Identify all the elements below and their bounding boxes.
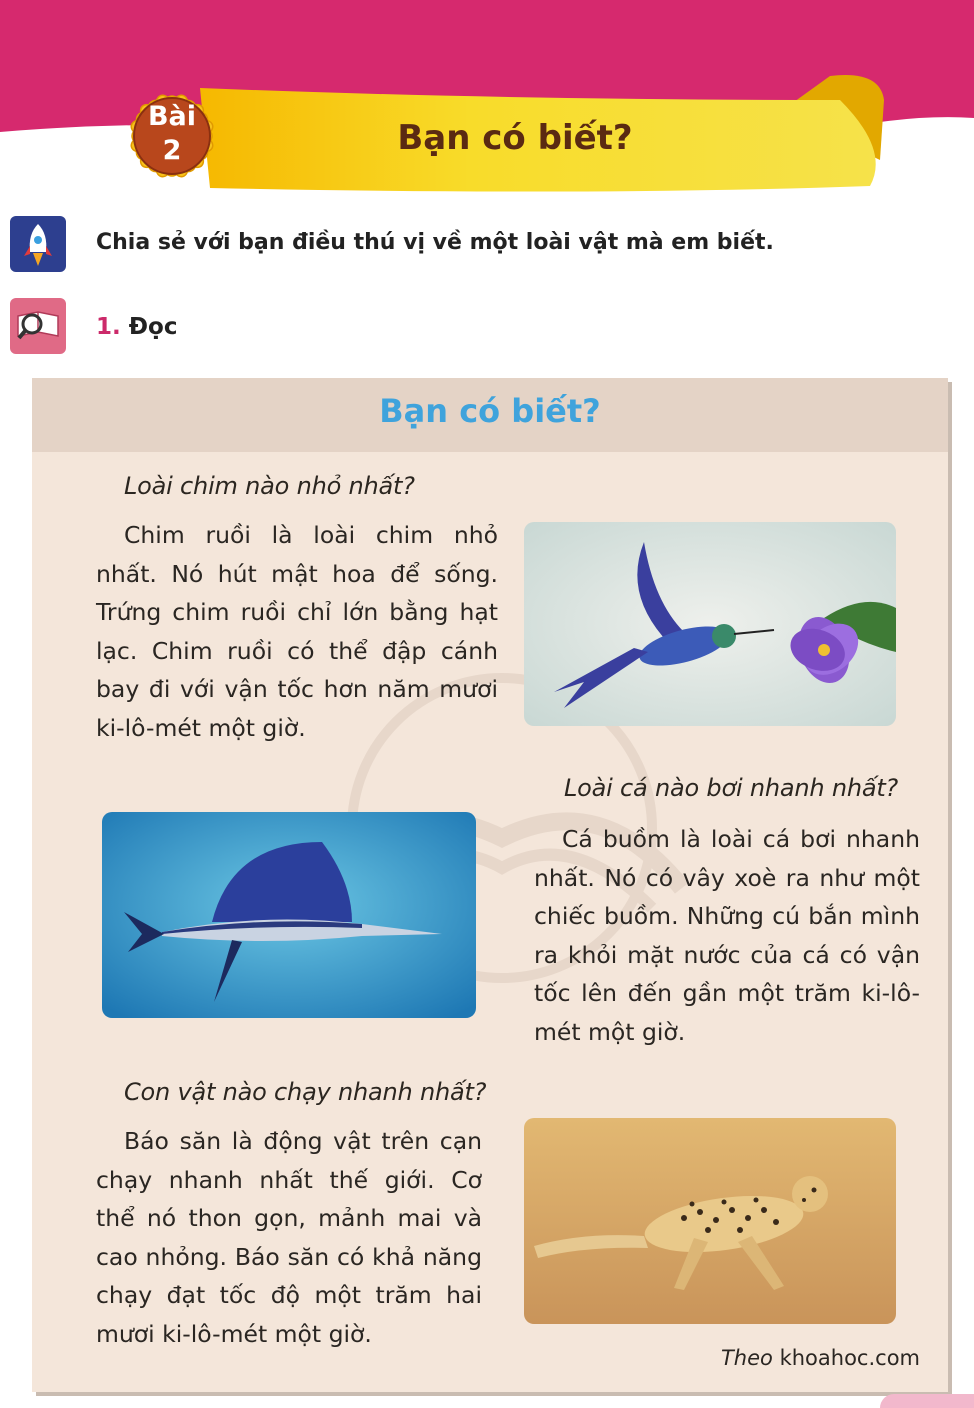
cheetah-photo (524, 1118, 896, 1324)
activity-prompt: Chia sẻ với bạn điều thú vị về một loài vật mà em biết. (96, 230, 774, 255)
section-heading (96, 314, 177, 340)
paragraph-hummingbird: Chim ruồi là loài chim nhỏ nhất. Nó hút mật hoa để sống. Trứng chim ruồi chỉ lớn bằng hạt lạc. Chim ruồi có thể đập cánh bay đi với vận tốc hơn năm mươi ki-lô-mét một giờ. (96, 521, 498, 742)
question-hummingbird: Loài chim nào nhỏ nhất? (124, 472, 415, 500)
source-prefix: Theo (720, 1346, 773, 1370)
question-sailfish: Loài cá nào bơi nhanh nhất? (564, 774, 899, 802)
article-title: Bạn có biết? (379, 392, 601, 430)
question-cheetah: Con vật nào chạy nhanh nhất? (124, 1078, 487, 1106)
book-magnifier-icon (10, 298, 66, 354)
sailfish-photo (102, 812, 476, 1018)
reading-card (32, 378, 948, 1392)
lesson-badge (136, 100, 208, 168)
section-label: Đọc (128, 314, 178, 340)
lesson-word: Bài (147, 101, 197, 132)
section-number: 1. (96, 314, 121, 340)
lesson-title: Bạn có biết? (397, 118, 633, 158)
paragraph-sailfish: Cá buồm là loài cá bơi nhanh nhất. Nó có vây xoè ra như một chiếc buồm. Những cú bắn mình ra khỏi mặt nước của cá có vận tốc lên đến gần một trăm ki-lô-mét một giờ. (534, 825, 920, 1046)
source-name: khoahoc.com (779, 1346, 920, 1370)
rocket-icon (10, 216, 66, 272)
card-header (32, 378, 948, 452)
source-credit (721, 1346, 920, 1370)
hummingbird-photo (524, 522, 896, 726)
page-corner-decoration (880, 1394, 974, 1408)
lesson-number: 2 (162, 135, 182, 166)
paragraph-cheetah: Báo săn là động vật trên cạn chạy nhanh nhất thế giới. Cơ thể nó thon gọn, mảnh mai và cao nhỏng. Báo săn có khả năng chạy đạt tốc độ một trăm hai mươi ki-lô-mét một giờ. (96, 1127, 482, 1348)
